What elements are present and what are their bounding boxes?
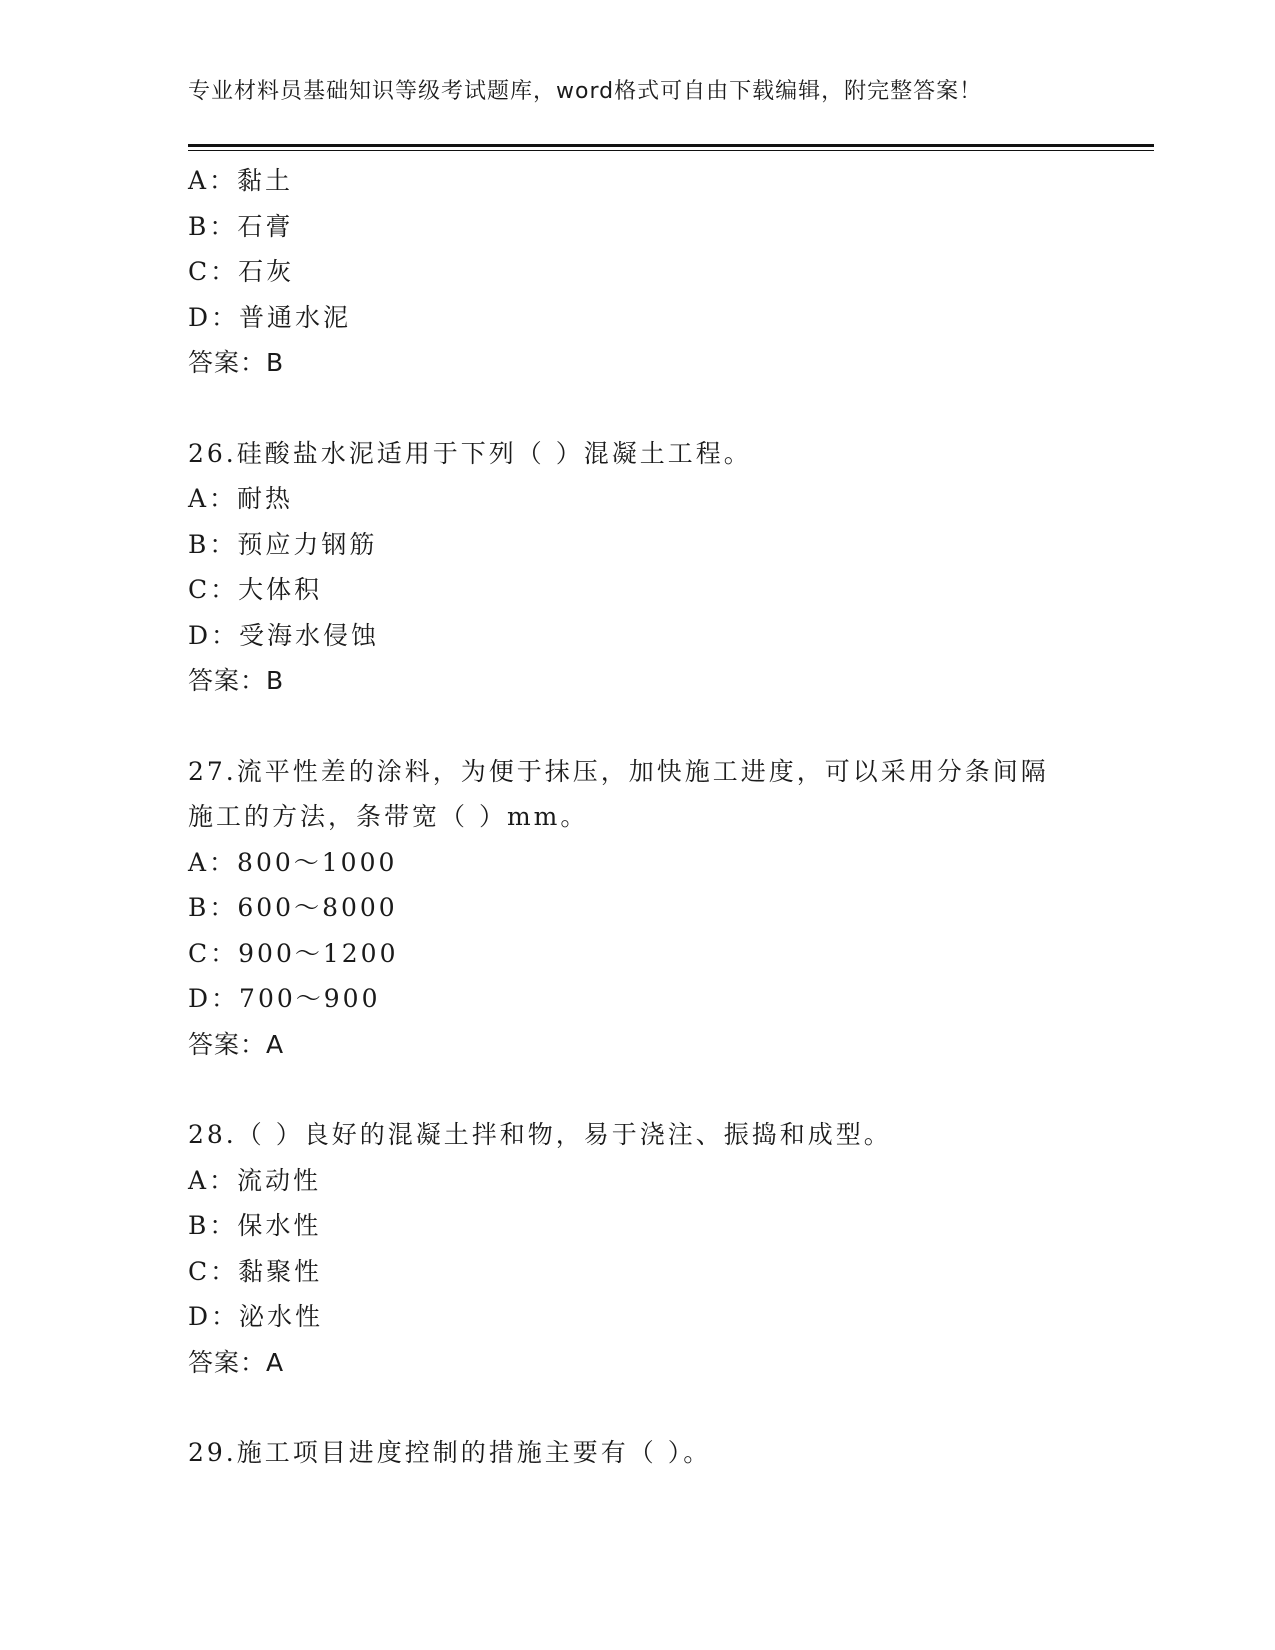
option-d: D：普通水泥 <box>188 302 352 332</box>
option-d: D：泌水性 <box>188 1302 324 1331</box>
option-a: A：流动性 <box>188 1165 322 1195</box>
option-a: A：800～1000 <box>188 847 398 877</box>
option-c: C：黏聚性 <box>188 1256 323 1286</box>
question-text: 28.（ ）良好的混凝土拌和物，易于浇注、振捣和成型。 <box>188 1120 892 1149</box>
question-content <box>188 158 1088 1476</box>
option-b: B：石膏 <box>188 211 294 241</box>
answer-line: 答案：A <box>188 1347 285 1377</box>
question-text-line-2: 施工的方法，条带宽（ ）mm。 <box>188 802 589 831</box>
question-text: 29.施工项目进度控制的措施主要有（ ）。 <box>188 1438 712 1467</box>
question-text: 26.硅酸盐水泥适用于下列（ ）混凝土工程。 <box>188 438 752 468</box>
answer-line: 答案：B <box>188 348 285 377</box>
question-block-26 <box>188 431 1088 704</box>
option-c: C：900～1200 <box>188 938 399 968</box>
answer-line: 答案：B <box>188 666 285 695</box>
option-b: B：600～8000 <box>188 893 398 922</box>
header-rule-thick <box>188 144 1154 147</box>
question-block-29 <box>188 1430 1088 1476</box>
option-d: D：受海水侵蚀 <box>188 620 380 650</box>
question-block-27 <box>188 749 1088 1068</box>
question-block-28 <box>188 1112 1088 1385</box>
option-c: C：大体积 <box>188 575 323 604</box>
question-text-line-1: 27.流平性差的涂料，为便于抹压，加快施工进度，可以采用分条间隔 <box>188 756 1049 786</box>
option-b: B：保水性 <box>188 1211 322 1240</box>
option-a: A：黏土 <box>188 166 294 195</box>
header-rule-thin <box>188 150 1154 151</box>
option-a: A：耐热 <box>188 484 294 513</box>
option-d: D：700～900 <box>188 984 381 1013</box>
page-header: 专业材料员基础知识等级考试题库，word格式可自由下载编辑，附完整答案！ <box>188 79 983 104</box>
option-b: B：预应力钢筋 <box>188 529 378 559</box>
question-block-25 <box>188 158 1088 386</box>
answer-line: 答案：A <box>188 1029 285 1059</box>
option-c: C：石灰 <box>188 257 295 286</box>
